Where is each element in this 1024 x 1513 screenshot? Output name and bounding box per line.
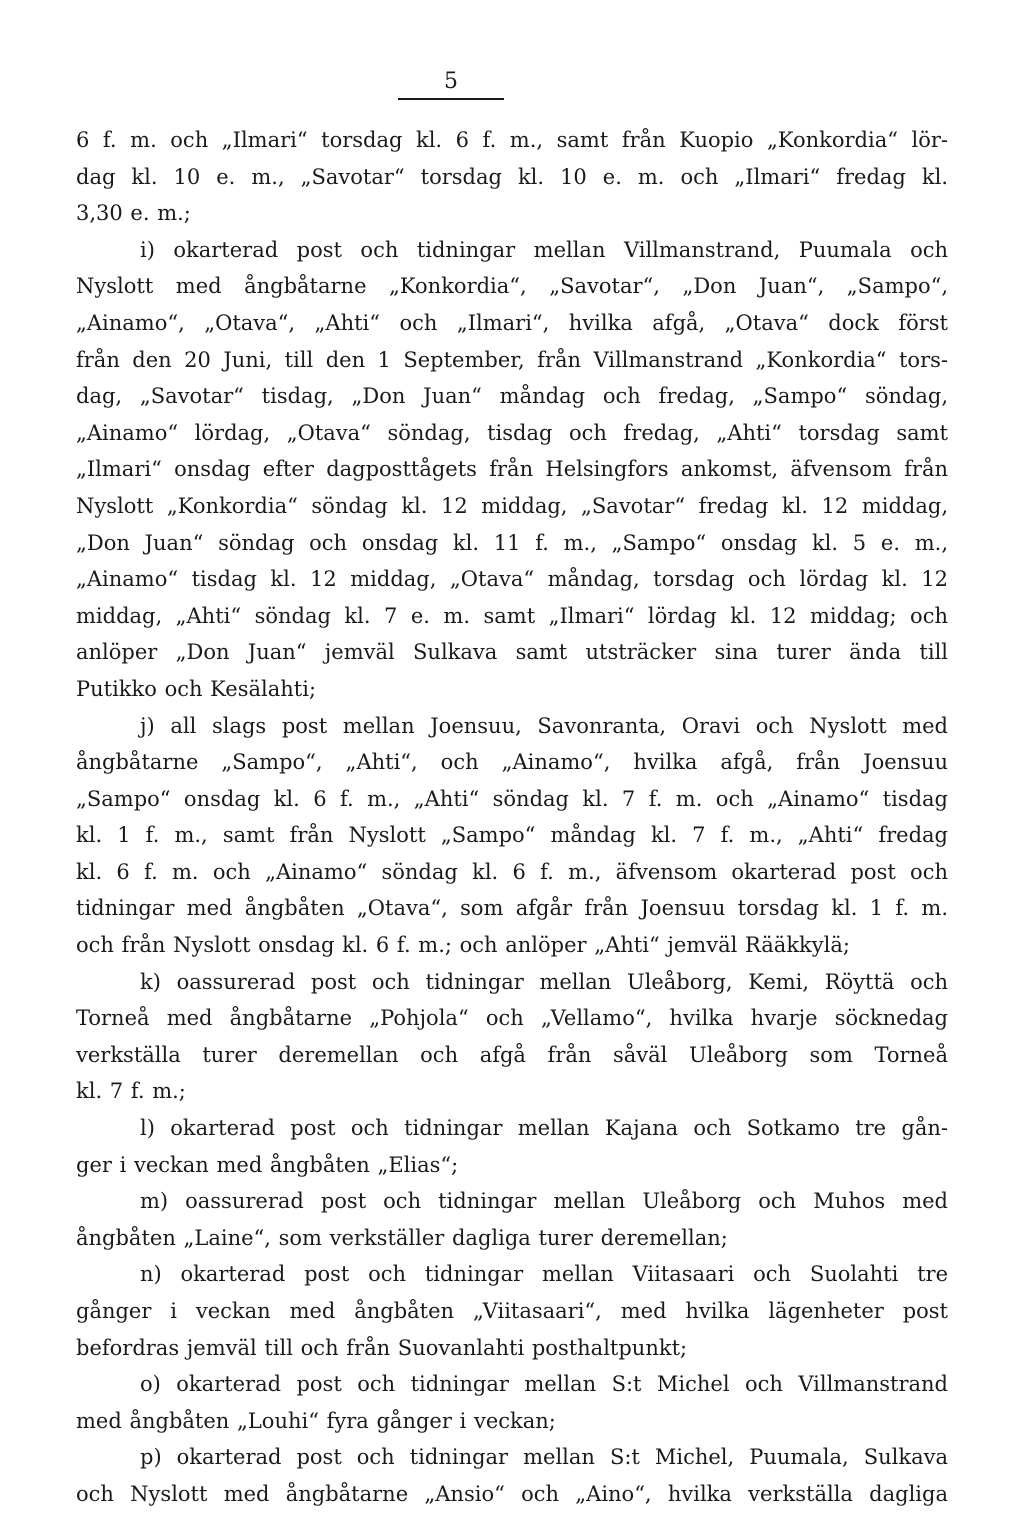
text-line: „Ainamo“, „Otava“, „Ahti“ och „Ilmari“, hvilka afgå, „Otava“ dock först bbox=[76, 310, 948, 335]
text-line: verkställa turer deremellan och afgå från såväl Uleåborg som Torneå bbox=[76, 1042, 948, 1067]
text-line: j) all slags post mellan Joensuu, Savonranta, Oravi och Nyslott med bbox=[140, 713, 948, 738]
page-number-rule bbox=[398, 98, 504, 100]
text-line: ångbåten „Laine“, som verkställer dagliga turer deremellan; bbox=[76, 1225, 728, 1250]
text-line: m) oassurerad post och tidningar mellan Uleåborg och Muhos med bbox=[140, 1189, 948, 1214]
text-line: „Ilmari“ onsdag efter dagposttågets från Helsingfors ankomst, äfvensom från bbox=[76, 457, 948, 482]
text-line: 3,30 e. m.; bbox=[76, 201, 191, 226]
text-line: „Ainamo“ tisdag kl. 12 middag, „Otava“ måndag, torsdag och lördag kl. 12 bbox=[76, 567, 948, 592]
page-number-block bbox=[398, 68, 504, 100]
text-line: dag, „Savotar“ tisdag, „Don Juan“ måndag och fredag, „Sampo“ söndag, bbox=[76, 384, 948, 409]
text-line: o) okarterad post och tidningar mellan S:t Michel och Villmanstrand bbox=[140, 1372, 948, 1397]
text-line: ångbåtarne „Sampo“, „Ahti“, och „Ainamo“, hvilka afgå, från Joensuu bbox=[76, 750, 948, 775]
text-line: tidningar med ångbåten „Otava“, som afgår från Joensuu torsdag kl. 1 f. m. bbox=[76, 896, 948, 921]
text-line: dag kl. 10 e. m., „Savotar“ torsdag kl. 10 e. m. och „Ilmari“ fredag kl. bbox=[76, 164, 948, 189]
text-line: Torneå med ångbåtarne „Pohjola“ och „Vellamo“, hvilka hvarje söcknedag bbox=[76, 1006, 948, 1031]
text-line: kl. 6 f. m. och „Ainamo“ söndag kl. 6 f. m., äfvensom okarterad post och bbox=[76, 859, 948, 884]
text-line: gånger i veckan med ångbåten „Viitasaari“, med hvilka lägenheter post bbox=[76, 1299, 948, 1323]
text-line: „Ainamo“ lördag, „Otava“ söndag, tisdag och fredag, „Ahti“ torsdag samt bbox=[76, 420, 948, 445]
text-line: ger i veckan med ångbåten „Elias“; bbox=[76, 1152, 459, 1177]
page-number: 5 bbox=[444, 69, 458, 94]
text-line: anlöper „Don Juan“ jemväl Sulkava samt utsträcker sina turer ända till bbox=[76, 640, 948, 665]
text-line: 6 f. m. och „Ilmari“ torsdag kl. 6 f. m., samt från Kuopio „Konkordia“ lör- bbox=[76, 128, 948, 152]
text-line: Nyslott „Konkordia“ söndag kl. 12 middag, „Savotar“ fredag kl. 12 middag, bbox=[76, 493, 948, 518]
text-line: med ångbåten „Louhi“ fyra gånger i veckan; bbox=[76, 1408, 556, 1433]
text-line: kl. 1 f. m., samt från Nyslott „Sampo“ måndag kl. 7 f. m., „Ahti“ fredag bbox=[76, 823, 948, 848]
text-line: l) okarterad post och tidningar mellan Kajana och Sotkamo tre gån- bbox=[140, 1116, 948, 1141]
text-line: Nyslott med ångbåtarne „Konkordia“, „Savotar“, „Don Juan“, „Sampo“, bbox=[76, 274, 948, 299]
body-text bbox=[76, 122, 948, 1513]
text-line: från den 20 Juni, till den 1 September, från Villmanstrand „Konkordia“ tors- bbox=[76, 347, 948, 372]
text-line: Putikko och Kesälahti; bbox=[76, 676, 317, 701]
text-line: n) okarterad post och tidningar mellan Viitasaari och Suolahti tre bbox=[140, 1262, 948, 1287]
text-line: „Sampo“ onsdag kl. 6 f. m., „Ahti“ söndag kl. 7 f. m. och „Ainamo“ tisdag bbox=[76, 786, 948, 811]
text-line: i) okarterad post och tidningar mellan Villmanstrand, Puumala och bbox=[140, 237, 948, 262]
text-line: k) oassurerad post och tidningar mellan Uleåborg, Kemi, Röyttä och bbox=[140, 969, 948, 994]
text-line: kl. 7 f. m.; bbox=[76, 1079, 186, 1104]
text-line: middag, „Ahti“ söndag kl. 7 e. m. samt „Ilmari“ lördag kl. 12 middag; och bbox=[76, 603, 948, 628]
text-line: och från Nyslott onsdag kl. 6 f. m.; och anlöper „Ahti“ jemväl Rääkkylä; bbox=[76, 933, 850, 958]
text-line: och Nyslott med ångbåtarne „Ansio“ och „Aino“, hvilka verkställa dagliga bbox=[76, 1481, 948, 1506]
text-line: p) okarterad post och tidningar mellan S:t Michel, Puumala, Sulkava bbox=[140, 1445, 948, 1470]
text-line: befordras jemväl till och från Suovanlahti posthaltpunkt; bbox=[76, 1335, 688, 1360]
text-line: „Don Juan“ söndag och onsdag kl. 11 f. m., „Sampo“ onsdag kl. 5 e. m., bbox=[76, 530, 948, 555]
